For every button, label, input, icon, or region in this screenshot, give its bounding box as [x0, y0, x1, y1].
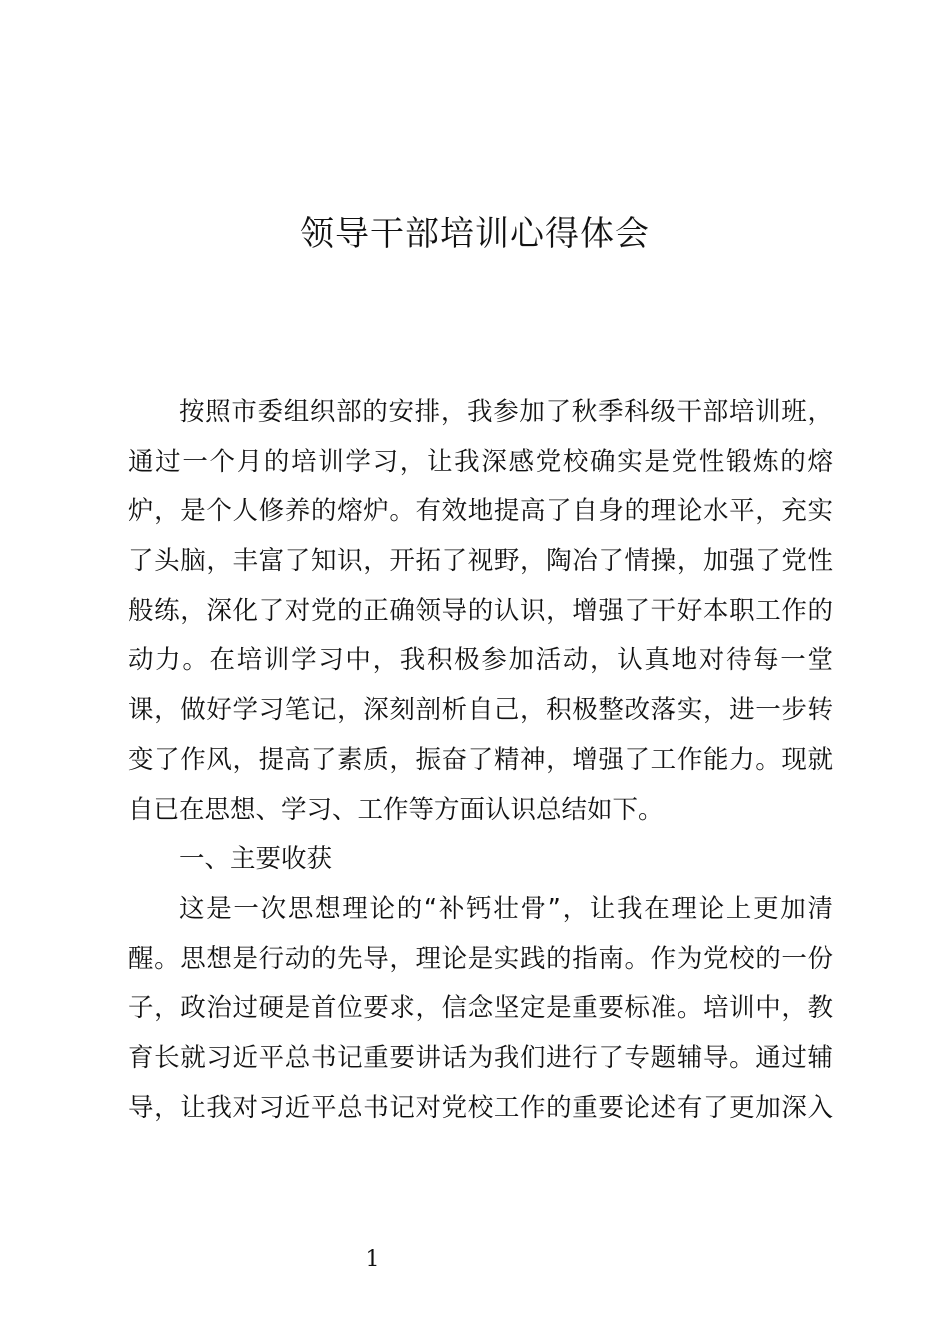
- paragraph-line: 炉，是个人修养的熔炉。有效地提高了自身的理论水平，充实: [128, 496, 833, 527]
- paragraph-line: 按照市委组织部的安排，我参加了秋季科级干部培训班，: [179, 397, 833, 427]
- paragraph-line: 通过一个月的培训学习，让我深感党校确实是党性锻炼的熔: [128, 446, 833, 477]
- page-number: 1: [365, 1247, 380, 1272]
- paragraph-line: 动力。在培训学习中，我积极参加活动，认真地对待每一堂: [128, 645, 833, 676]
- paragraph-line: 自已在思想、学习、工作等方面认识总结如下。: [128, 794, 664, 825]
- paragraph-line: 子，政治过硬是首位要求，信念坚定是重要标准。培训中，教: [128, 993, 833, 1024]
- paragraph-line: 育长就习近平总书记重要讲话为我们进行了专题辅导。通过辅: [128, 1042, 833, 1073]
- paragraph-line: 变了作风，提高了素质，振奋了精神，增强了工作能力。现就: [128, 744, 833, 775]
- section-heading: 一、主要收获: [179, 844, 333, 875]
- document-body: [128, 388, 833, 1133]
- paragraph-line: 了头脑，丰富了知识，开拓了视野，陶冶了情操，加强了党性: [128, 546, 833, 577]
- paragraph-line: 课，做好学习笔记，深刻剖析自己，积极整改落实，进一步转: [128, 695, 833, 726]
- document-title: 领导干部培训心得体会: [300, 214, 650, 254]
- paragraph-line: 醒。思想是行动的先导，理论是实践的指南。作为党校的一份: [128, 943, 833, 974]
- paragraph-line: 导，让我对习近平总书记对党校工作的重要论述有了更加深入: [128, 1092, 833, 1123]
- paragraph-line: 这是一次思想理论的“补钙壮骨”，让我在理论上更加清: [179, 893, 833, 924]
- paragraph-line: 般练，深化了对党的正确领导的认识，增强了干好本职工作的: [128, 595, 833, 626]
